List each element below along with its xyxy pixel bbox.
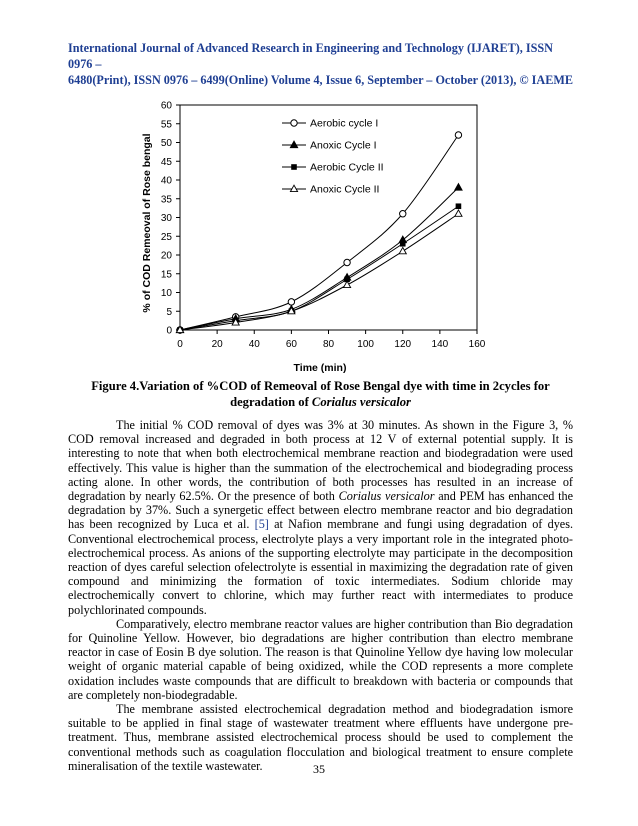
series-line [180, 214, 458, 330]
x-tick-label: 140 [431, 339, 449, 350]
data-point-open-triangle [455, 210, 462, 216]
data-point-circle [344, 259, 350, 265]
data-point-circle [291, 120, 297, 126]
x-tick-label: 40 [248, 339, 260, 350]
p1-species: Corialus versicalor [338, 489, 435, 504]
x-axis-label: Time (min) [293, 362, 347, 374]
y-tick-label: 30 [160, 213, 172, 224]
x-tick-label: 20 [211, 339, 223, 350]
data-point-open-triangle [290, 185, 297, 191]
data-point-square [400, 241, 406, 247]
journal-header [68, 40, 573, 88]
series-anoxic-cycle-i [176, 184, 462, 333]
data-point-square [456, 203, 462, 209]
x-tick-label: 0 [177, 339, 183, 350]
y-tick-label: 5 [166, 306, 172, 318]
series-line [180, 188, 458, 331]
paragraph-2: Comparatively, electro membrane reactor values are higher contribution than Bio degradation for Quinoline Yellow. However, bio degradations are higher contribution than electro membrane reactor in case of Eosin B dye solution. The reason is that Quinoline Yellow dye having low molecular weight of organic material capable of being oxidized, while the COD represents a more complete oxidation includes waste compounds that are difficult to breakdown with bacteria or compounds that are completely non-biodegradable. [68, 616, 573, 702]
legend-label: Aerobic cycle I [310, 117, 379, 130]
legend-entry [282, 118, 378, 130]
x-tick-label: 100 [357, 339, 374, 350]
y-tick-label: 55 [160, 119, 172, 131]
chart-svg [130, 95, 500, 380]
p1-part-b: and PEM has enhanced the degradation by 37%. Such a synergetic effect between electro membrane reactor and bio degradation has been recognized by Luca et al. [68, 489, 574, 532]
data-point-open-triangle [399, 247, 406, 253]
figure-caption [68, 378, 573, 410]
legend-entry [282, 184, 379, 196]
x-tick-label: 80 [322, 339, 335, 350]
data-point-square [291, 164, 297, 170]
paragraph-3: The membrane assisted electrochemical degradation method and biodegradation ismore suitable to be applied in final stage of wastewater treatment where effluents have undergone pre-treatment. Thus, membrane assisted electrochemical process should be used to complement the conventional methods such as coagulation flocculation and biological treatment to ensure complete mineralisation of the textile wastewater. [68, 702, 573, 773]
y-tick-label: 50 [160, 138, 172, 149]
caption-species: Corialus versicalor [311, 395, 411, 409]
y-tick-label: 20 [160, 250, 172, 262]
p1-part-c: at Nafion membrane and fungi using degradation of dyes. Conventional electrochemical process, electrolyte plays a very important role in the integrated photo-electrochemical process. As anions of the supporting electrolyte may participate in the decomposition reaction of dyes careful selection ofelectrolyte is essential in maximizing the degradation rate of given compound and minimizing the formation of toxic intermediates. Sodium chloride may electrochemically convert to chlorine, which may further react with intermediates to produce polychlorinated compounds. [68, 517, 573, 617]
x-tick-label: 120 [394, 339, 412, 350]
header-line-1: International Journal of Advanced Research in Engineering and Technology (IJARET), ISSN 0976 – [68, 41, 553, 71]
series-line [180, 206, 458, 330]
y-tick-label: 40 [160, 175, 172, 187]
y-tick-label: 25 [160, 231, 172, 243]
legend-entry [282, 140, 377, 152]
series-anoxic-cycle-ii [176, 210, 462, 333]
legend-label: Anoxic Cycle II [310, 183, 380, 196]
cod-removal-chart [130, 95, 500, 380]
header-line-2: 6480(Print), ISSN 0976 – 6499(Online) Volume 4, Issue 6, September – October (2013), © IAEME [68, 73, 573, 87]
data-point-circle [400, 211, 406, 217]
y-tick-label: 15 [160, 269, 172, 281]
legend-label: Anoxic Cycle I [310, 139, 377, 152]
y-axis-label: % of COD Remeoval of Rose bengal [141, 133, 153, 313]
y-tick-label: 45 [160, 156, 172, 168]
data-point-circle [455, 132, 461, 138]
caption-text: Figure 4.Variation of %COD of Remeoval of Rose Bengal dye with time in 2cycles for degradation of [91, 379, 550, 409]
x-tick-label: 60 [285, 339, 297, 350]
p1-part-a: The initial % COD removal of dyes was 3% at 30 minutes. As shown in the Figure 3, % COD removal increased and degraded in both process at 12 V of external potential supply. It is interesting to note that when both electrochemical membrane reaction and biodegradation were used effectively. This value is higher than the summation of the electrochemical and biodegrading process acting alone. In other words, the contribution of both processes has resulted in an increase of degradation by nearly 62.5%. Or the presence of both [68, 418, 573, 504]
paragraph-1 [68, 418, 573, 617]
legend-label: Aerobic Cycle II [310, 161, 384, 174]
y-tick-label: 60 [160, 100, 172, 112]
page-number: 35 [313, 762, 325, 776]
y-tick-label: 0 [166, 325, 172, 337]
reference-link-5[interactable]: [5] [254, 517, 269, 532]
body-text [68, 418, 573, 773]
legend-entry [282, 162, 384, 174]
series-aerobic-cycle-ii [177, 203, 461, 332]
data-point-triangle [290, 141, 297, 147]
data-point-triangle [455, 184, 462, 190]
data-point-circle [288, 299, 294, 305]
y-tick-label: 10 [160, 288, 172, 299]
y-tick-label: 35 [160, 194, 172, 206]
x-tick-label: 160 [468, 339, 486, 350]
